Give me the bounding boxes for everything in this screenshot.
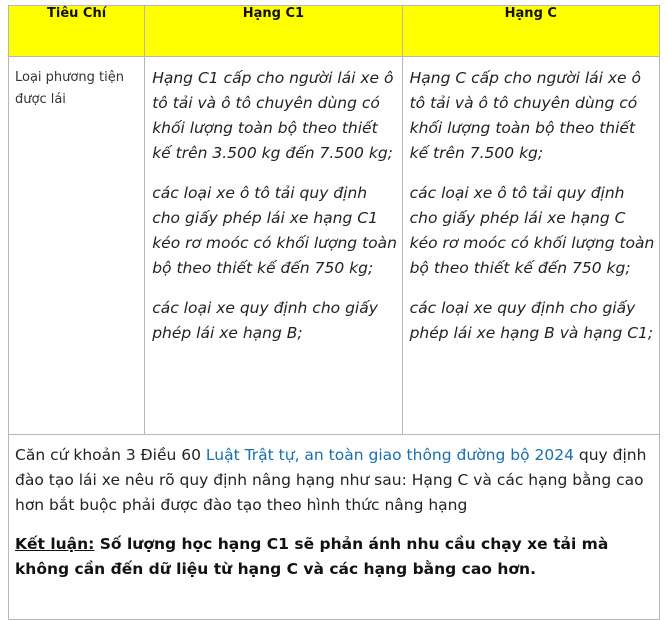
header-criteria: Tiêu Chí <box>9 6 145 57</box>
class-c1-cell <box>145 57 402 435</box>
conclusion-text <box>15 532 653 582</box>
legal-basis-text <box>15 443 653 518</box>
law-link[interactable]: Luật Trật tự, an toàn giao thông đường bộ 2024 <box>205 446 574 464</box>
comparison-table <box>8 5 660 620</box>
conclusion-label: Kết luận: <box>15 535 95 553</box>
conclusion-body: Số lượng học hạng C1 sẽ phản ánh nhu cầu chạy xe tải mà không cần đến dữ liệu từ hạng C và các hạng bằng cao hơn. <box>15 535 609 578</box>
basis-suffix: quy định đào tạo lái xe nêu rõ quy định nâng hạng như sau: Hạng C và các hạng bằng cao hơn bắt buộc phải được đào tạo theo hình thức nâng hạng <box>15 446 647 514</box>
class-c-item: các loại xe ô tô tải quy định cho giấy phép lái xe hạng C kéo rơ moóc có khối lượng toàn bộ theo thiết kế đến 750 kg; <box>409 184 655 277</box>
class-c-cell <box>402 57 659 435</box>
criterion-cell: Loại phương tiện được lái <box>9 57 145 435</box>
header-row <box>9 6 660 57</box>
basis-prefix: Căn cứ khoản 3 Điều 60 <box>15 446 206 464</box>
header-class-c: Hạng C <box>402 6 659 57</box>
class-c1-item: các loại xe quy định cho giấy phép lái xe hạng B; <box>152 299 378 342</box>
class-c-item: các loại xe quy định cho giấy phép lái xe hạng B và hạng C1; <box>409 299 654 342</box>
class-c-item: Hạng C cấp cho người lái xe ô tô tải và ô tô chuyên dùng có khối lượng toàn bộ theo thiết kế trên 7.500 kg; <box>409 69 641 162</box>
table-row <box>9 57 660 435</box>
note-cell <box>9 435 660 620</box>
header-class-c1: Hạng C1 <box>145 6 402 57</box>
note-row <box>9 435 660 620</box>
class-c1-item: các loại xe ô tô tải quy định cho giấy phép lái xe hạng C1 kéo rơ moóc có khối lượng toàn bộ theo thiết kế đến 750 kg; <box>152 184 397 277</box>
class-c1-item: Hạng C1 cấp cho người lái xe ô tô tải và ô tô chuyên dùng có khối lượng toàn bộ theo thiết kế trên 3.500 kg đến 7.500 kg; <box>152 69 394 162</box>
